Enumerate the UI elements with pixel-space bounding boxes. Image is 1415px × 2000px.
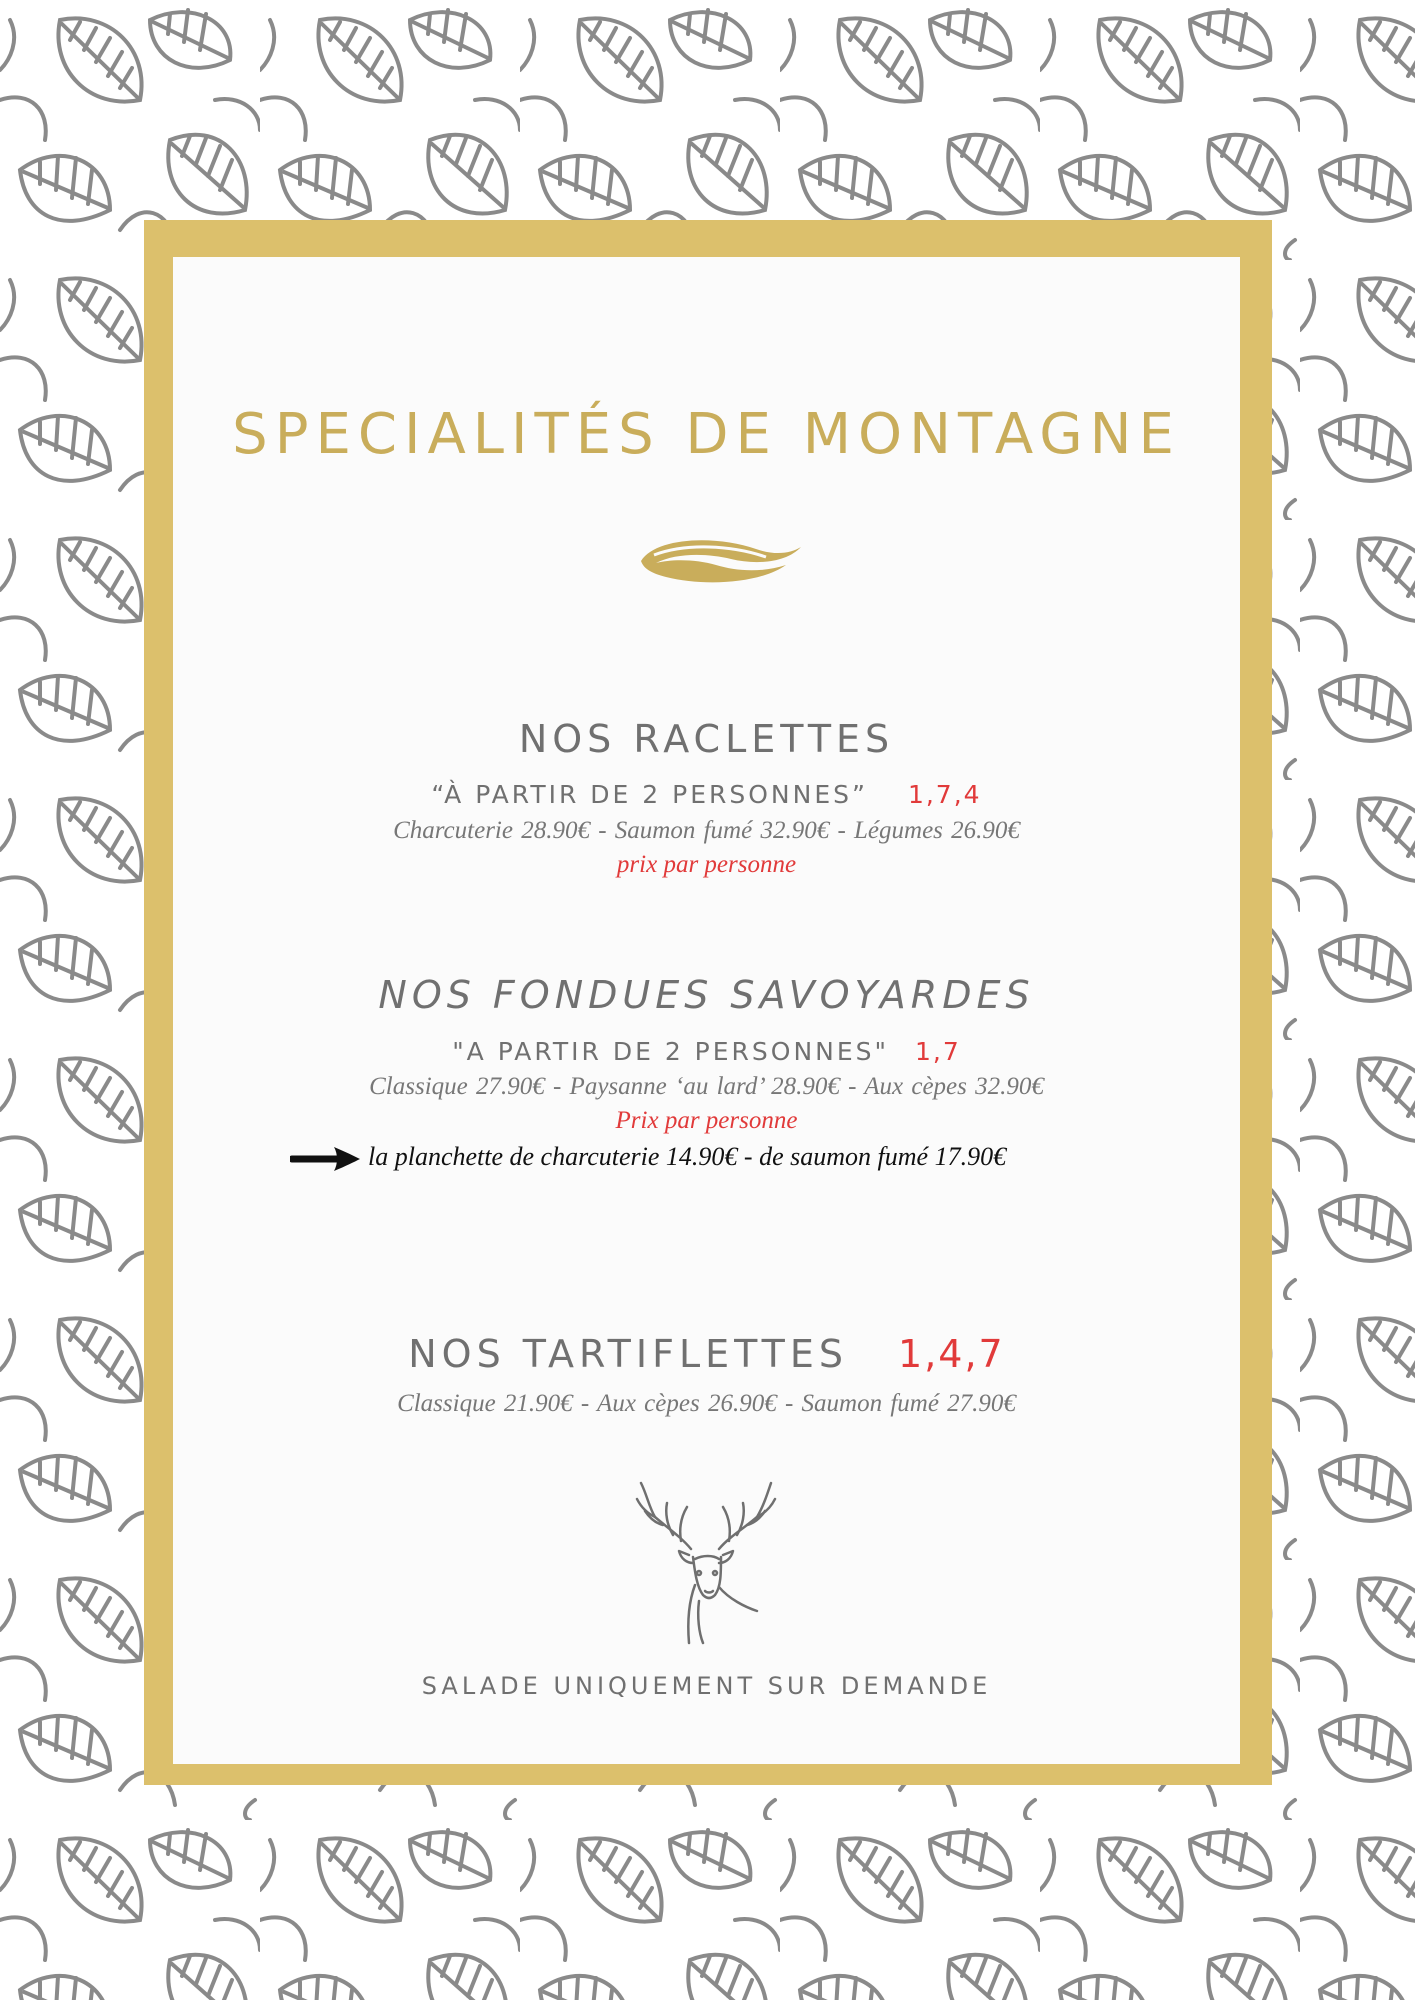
gold-swash-icon (636, 529, 806, 589)
planchette-row (290, 1142, 1190, 1178)
fondues-allergens: 1,7 (915, 1037, 961, 1066)
planchette-text: la planchette de charcuterie 14.90€ - de saumon fumé 17.90€ (368, 1142, 1007, 1171)
raclettes-title: NOS RACLETTES (518, 717, 895, 761)
page-title: SPECIALITÉS DE MONTAGNE (232, 402, 1181, 467)
raclettes-prices: Charcuterie 28.90€ - Saumon fumé 32.90€ - Légumes 26.90€ (393, 817, 1020, 844)
raclettes-subtitle-row (173, 780, 1240, 809)
raclettes-price-note: prix par personne (616, 851, 797, 878)
menu-card (173, 257, 1240, 1764)
salad-note: SALADE UNIQUEMENT SUR DEMANDE (421, 1672, 992, 1700)
fondues-subtitle: "A PARTIR DE 2 PERSONNES" (452, 1037, 890, 1066)
fondues-price-note: Prix par personne (615, 1107, 798, 1134)
right-arrow-icon (290, 1144, 362, 1174)
fondues-subtitle-row (173, 1037, 1240, 1066)
tartiflettes-allergens: 1,4,7 (898, 1332, 1005, 1376)
deer-head-icon (633, 1477, 783, 1647)
tartiflettes-prices: Classique 21.90€ - Aux cèpes 26.90€ - Saumon fumé 27.90€ (397, 1390, 1016, 1417)
fondues-prices: Classique 27.90€ - Paysanne ‘au lard’ 28.90€ - Aux cèpes 32.90€ (369, 1073, 1044, 1100)
raclettes-subtitle: “À PARTIR DE 2 PERSONNES” (431, 780, 868, 809)
fondues-title: NOS FONDUES SAVOYARDES (378, 973, 1035, 1017)
tartiflettes-title: NOS TARTIFLETTES (408, 1332, 849, 1376)
raclettes-allergens: 1,7,4 (907, 780, 982, 809)
tartiflettes-title-row (173, 1332, 1240, 1376)
